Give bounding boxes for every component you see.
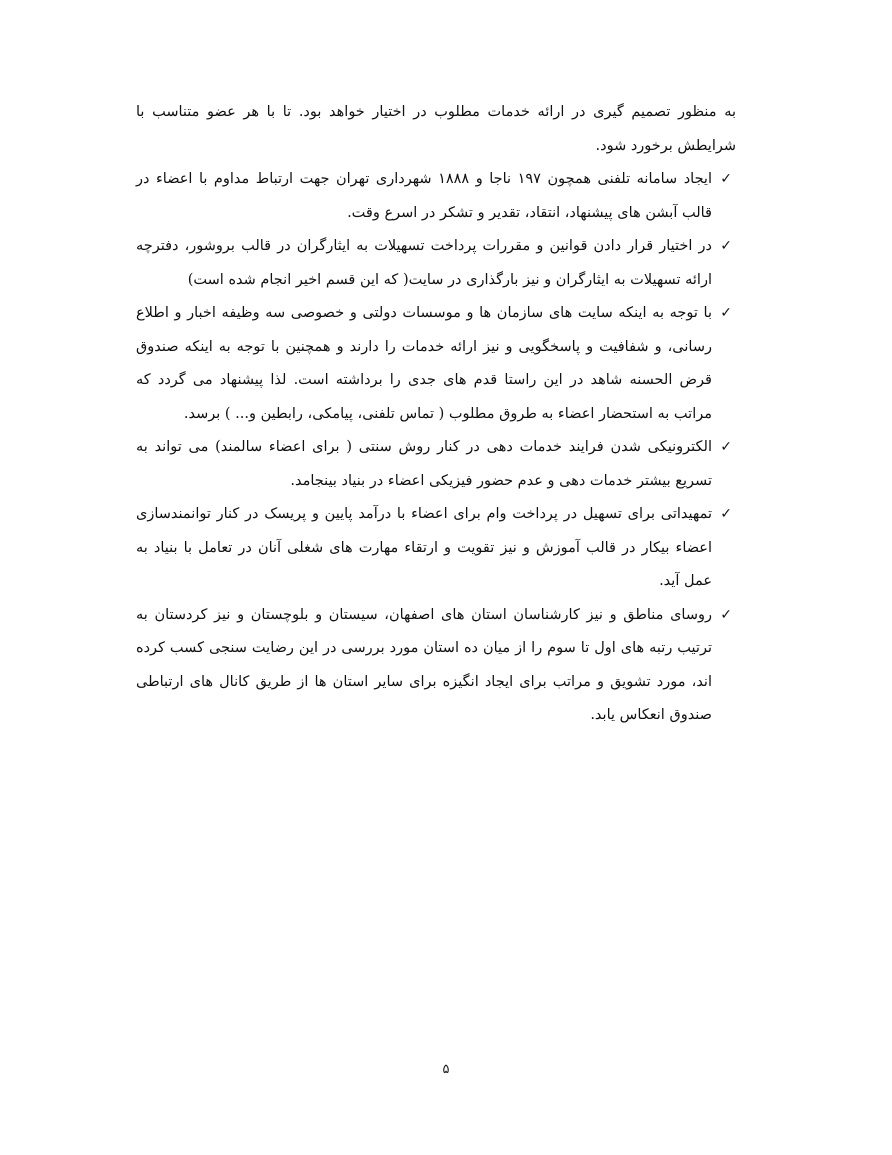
check-icon: ✓	[720, 606, 732, 623]
list-item	[136, 163, 736, 230]
check-icon: ✓	[720, 506, 732, 522]
bullet-list	[136, 163, 736, 733]
check-icon: ✓	[720, 439, 732, 455]
list-item-text: الکترونیکی شدن فرایند خدمات دهی در کنار روش سنتی ( برای اعضاء سالمند) می تواند به تسریع بیشتر خدمات دهی و عدم حضور فیزیکی اعضاء در بنیاد بینجامد.	[136, 439, 712, 489]
check-icon: ✓	[720, 171, 732, 187]
list-item-text: تمهیداتی برای تسهیل در پرداخت وام برای اعضاء با درآمد پایین و پریسک در کنار توانمندسازی اعضاء بیکار در قالب آموزش و نیز تقویت و ارتقاء مهارت های شغلی آنان در تعامل با بنیاد به عمل آید.	[136, 506, 712, 589]
list-item-text: ایجاد سامانه تلفنی همچون ۱۹۷ ناجا و ۱۸۸۸ شهرداری تهران جهت ارتباط مداوم با اعضاء در قالب آبشن های پیشنهاد، انتقاد، تقدیر و تشکر در اسرع وقت.	[136, 171, 712, 221]
list-item	[136, 431, 736, 498]
list-item-text: روسای مناطق و نیز کارشناسان استان های اصفهان، سیستان و بلوچستان و نیز کردستان به ترتیب رتبه های اول تا سوم را از میان ده استان مورد بررسی در این رضایت سنجی کسب کرده اند، مورد تشویق و مراتب برای ایجاد انگیزه برای سایر استان ها از طریق کانال های ارتباطی صندوق انعکاس یابد.	[136, 606, 712, 723]
list-item	[136, 498, 736, 599]
page-number: ۵	[442, 1062, 450, 1077]
list-item	[136, 230, 736, 297]
list-item-text: با توجه به اینکه سایت های سازمان ها و موسسات دولتی و خصوصی سه وظیفه اخبار و اطلاع رسانی، و شفافیت و پاسخگویی و نیز ارائه خدمات را دارند و همچنین با توجه به اینکه صندوق قرض الحسنه شاهد در این راستا قدم های جدی را برداشته است. لذا پیشنهاد می گردد که مراتب به استحضار اعضاء به طروق مطلوب ( تماس تلفنی، پیامکی، رابطین و... ) برسد.	[136, 305, 712, 422]
intro-paragraph: به منظور تصمیم گیری در ارائه خدمات مطلوب در اختیار خواهد بود. تا با هر عضو متناسب با شرایطش برخورد شود.	[136, 104, 736, 154]
list-item	[136, 599, 736, 733]
check-icon: ✓	[720, 238, 732, 254]
check-icon: ✓	[720, 305, 732, 321]
list-item-text: در اختیار قرار دادن قوانین و مقررات پرداخت تسهیلات به ایثارگران در قالب بروشور، دفترچه ارائه تسهیلات به ایثارگران و نیز بارگذاری در سایت( که این قسم اخیر انجام شده است)	[136, 238, 712, 288]
document-body	[136, 96, 736, 733]
list-item	[136, 297, 736, 431]
